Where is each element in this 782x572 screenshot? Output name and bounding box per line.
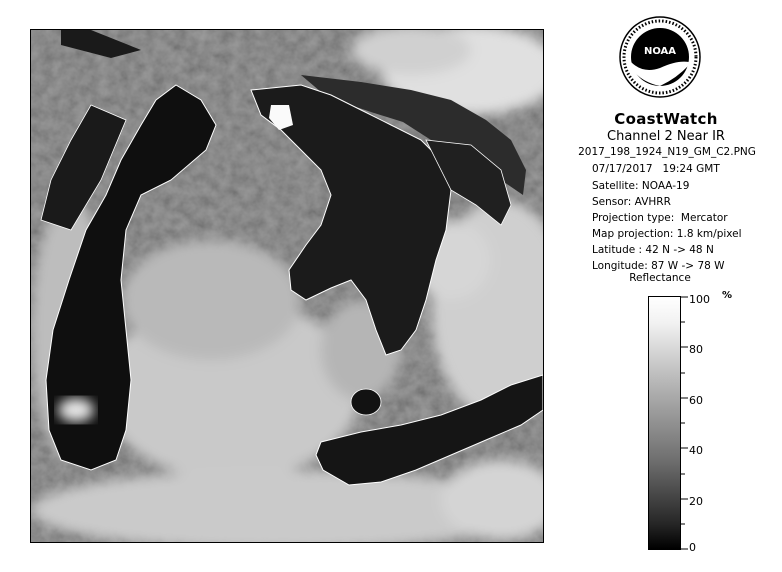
- cloud-puff: [58, 398, 94, 422]
- app-title: CoastWatch: [614, 110, 718, 128]
- channel-label: Channel 2 Near IR: [607, 129, 725, 144]
- tick-label-60: 60: [689, 394, 703, 407]
- satellite-info: Satellite: NOAA-19: [592, 180, 690, 192]
- satellite-map: [30, 29, 544, 543]
- colorbar-tick-marks: [681, 296, 741, 550]
- colorbar-unit: %: [722, 290, 733, 301]
- tick-label-80: 80: [689, 343, 703, 356]
- colorbar-title: Reflectance: [629, 272, 691, 284]
- noaa-logo-text: NOAA: [643, 46, 677, 57]
- filename-label: 2017_198_1924_N19_GM_C2.PNG: [578, 146, 756, 158]
- tick-label-40: 40: [689, 444, 703, 457]
- longitude-range: Longitude: 87 W -> 78 W: [592, 260, 725, 272]
- lake-st-clair: [351, 389, 381, 415]
- tick-label-20: 20: [689, 495, 703, 508]
- date-time: 07/17/2017 19:24 GMT: [592, 163, 720, 175]
- projection-type: Projection type: Mercator: [592, 212, 728, 224]
- tick-label-100: 100: [689, 293, 710, 306]
- tick-label-0: 0: [689, 541, 696, 554]
- map-projection: Map projection: 1.8 km/pixel: [592, 228, 742, 240]
- sensor-info: Sensor: AVHRR: [592, 196, 671, 208]
- reflectance-colorbar: [648, 296, 681, 550]
- noaa-seal-icon: [619, 16, 701, 98]
- latitude-range: Latitude : 42 N -> 48 N: [592, 244, 714, 256]
- map-image: [31, 30, 543, 542]
